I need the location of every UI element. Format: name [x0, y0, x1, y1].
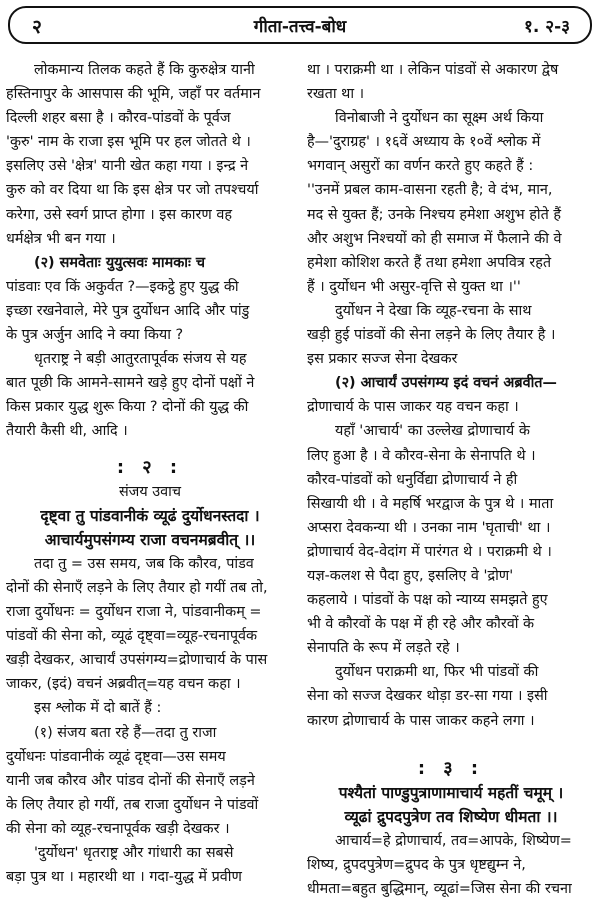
page-number: २ — [32, 16, 42, 38]
text-line: द्रोणाचार्य के पास जाकर यह वचन कहा । — [307, 399, 519, 416]
text-line: लोकमान्य तिलक कहते हैं कि कुरुक्षेत्र यानी — [34, 62, 255, 78]
text-line: भी वे कौरवों के पक्ष में ही रहे और कौरवों के — [307, 616, 535, 633]
text-line: कहलाये । पांडवों के पक्ष को न्याय्य समझते हुए — [307, 592, 548, 609]
text-line: के लिए तैयार हो गयीं, तब राजा दुर्योधन ने पांडवों — [6, 796, 259, 813]
sloka-line: दृष्ट्वा तु पांडवानीकं व्यूढं दुर्योधनस्तदा । — [40, 506, 260, 525]
text-line: रखता था । — [307, 86, 365, 103]
text-line: बड़ा पुत्र था । महारथी था । गदा-युद्ध में प्रवीण — [6, 869, 242, 886]
text-line: है—'दुराग्रह' । १६वें अध्याय के १०वें श्लोक में — [307, 134, 541, 151]
text-line: दुर्योधन पराक्रमी था, फिर भी पांडवों की — [335, 664, 539, 681]
text-line: कारण द्रोणाचार्य के पास जाकर कहने लगा । — [307, 712, 535, 729]
text-line: पांडवाः एव किं अकुर्वत ?—इकट्ठे हुए युद्ध की — [6, 278, 239, 295]
text-line: हस्तिनापुर के आसपास की भूमि, जहाँ पर वर्तमान — [6, 86, 261, 103]
sloka-line: पश्यैतां पाण्डुपुत्राणामाचार्य महतीं चमूम् । — [338, 783, 564, 802]
text-line: (२) आचार्यं उपसंगम्य इदं वचनं अब्रवीत— — [335, 375, 557, 392]
text-line: इच्छा रखनेवाले, मेरे पुत्र दुर्योधन आदि और पांडु — [6, 302, 250, 319]
text-line: तैयारी कैसी थी, आदि । — [6, 423, 128, 440]
text-line: तदा तु = उस समय, जब कि कौरव, पांडव — [34, 555, 254, 572]
text-line: 'दुर्योधन' धृतराष्ट्र और गांधारी का सबसे — [34, 845, 234, 861]
running-title: गीता-तत्त्व-बोध — [253, 17, 347, 37]
text-line: दुर्योधनः पांडवानीकं व्यूढं दृष्ट्वा—उस समय — [6, 748, 226, 765]
text-line: और अशुभ निश्चयों को ही समाज में फैलाने की वे — [307, 230, 562, 247]
text-line: यज्ञ-कलश से पैदा हुए, इसलिए वे 'द्रोण' — [307, 567, 514, 584]
section-number: : २ : — [116, 456, 184, 478]
text-line: धीमता=बहुत बुद्धिमान्, व्यूढां=जिस सेना की रचना — [307, 881, 572, 898]
text-line: खड़ी देखकर, आचार्यं उपसंगम्य=द्रोणाचार्य के पास — [6, 652, 268, 669]
text-line: (१) संजय बता रहे हैं—तदा तु राजा — [34, 724, 217, 741]
text-line: हमेशा कोशिश करते हैं तथा हमेशा अपवित्र रहते — [307, 254, 552, 271]
text-line: बात पूछी कि आमने-सामने खड़े हुए दोनों पक्षों ने — [6, 375, 255, 392]
text-line: जाकर, (इदं) वचनं अब्रवीत्=यह वचन कहा । — [6, 676, 241, 693]
verse-reference: १. २-३ — [524, 17, 570, 37]
text-line: दोनों की सेनाएँ लड़ने के लिए तैयार हो गयीं तब तो, — [6, 579, 268, 596]
text-line: हैं । दुर्योधन भी असुर-वृत्ति से युक्त था ।'' — [307, 278, 521, 295]
text-line: सेना को सज्ज देखकर थोड़ा डर-सा गया । इसी — [307, 688, 548, 705]
text-line: था । पराक्रमी था । लेकिन पांडवों से अकारण द्वेष — [307, 62, 559, 78]
text-line: यहाँ 'आचार्य' का उल्लेख द्रोणाचार्य के — [335, 423, 530, 440]
text-line: द्रोणाचार्य वेद-वेदांग में पारंगत थे । पराक्रमी थे । — [307, 543, 552, 560]
text-line: दिल्ली शहर बसा है । कौरव-पांडवों के पूर्वज — [6, 110, 231, 127]
text-line: शिष्य, द्रुपदपुत्रेण=द्रुपद के पुत्र धृष्टद्युम्न ने, — [307, 857, 526, 874]
text-line: कौरव-पांडवों को धनुर्विद्या द्रोणाचार्य ने ही — [307, 471, 518, 488]
text-line: इस प्रकार सज्ज सेना देखकर — [307, 351, 458, 368]
left-column — [6, 58, 294, 889]
text-line: सिखायी थी । वे महर्षि भरद्वाज के पुत्र थे । माता — [307, 495, 554, 512]
sloka-line: आचार्यमुपसंगम्य राजा वचनमब्रवीत् ।। — [44, 530, 256, 549]
text-line: मद से युक्त हैं; उनके निश्चय हमेशा अशुभ होते हैं — [307, 206, 562, 223]
text-line: किस प्रकार युद्ध शुरू किया ? दोनों की युद्ध की — [6, 399, 249, 416]
text-line: के पुत्र अर्जुन आदि ने क्या किया ? — [6, 327, 184, 344]
text-line: दुर्योधन ने देखा कि व्यूह-रचना के साथ — [335, 302, 532, 319]
text-line: 'कुरु' नाम के राजा इस भूमि पर हल जोतते थे । — [6, 134, 251, 151]
text-line: कुरु को वर दिया था कि इस क्षेत्र पर जो तपश्चर्या — [6, 182, 259, 199]
text-line: अप्सरा देवकन्या थी । उनका नाम 'घृताची' था । — [307, 519, 551, 536]
section-number: : ३ : — [417, 757, 485, 779]
text-line: धृतराष्ट्र ने बड़ी आतुरतापूर्वक संजय से यह — [34, 351, 247, 368]
text-line: सेनापति के रूप में लड़ते रहे । — [307, 640, 460, 657]
text-line: राजा दुर्योधनः = दुर्योधन राजा ने, पांडवानीकम् = — [6, 604, 262, 621]
text-line: खड़ी हुई पांडवों की सेना लड़ने के लिए तैयार है । — [307, 327, 556, 344]
text-line: इसलिए उसे 'क्षेत्र' यानी खेत कहा गया । इन्द्र ने — [6, 158, 249, 175]
text-line: (२) समवेताः युयुत्सवः मामकाः च — [34, 254, 206, 271]
text-line: यानी जब कौरव और पांडव दोनों की सेनाएँ लड़ने — [6, 772, 255, 789]
text-line: की सेना को व्यूह-रचनापूर्वक खड़ी देखकर । — [6, 820, 230, 837]
text-line: भगवान् असुरों का वर्णन करते हुए कहते हैं : — [307, 158, 534, 175]
text-line: पांडवों की सेना को, व्यूढं दृष्ट्वा=व्यूह-रचनापूर्वक — [6, 628, 258, 645]
text-line: ''उनमें प्रबल काम-वासना रहती है; वे दंभ, मान, — [307, 182, 553, 199]
text-line: लिए हुआ है । वे कौरव-सेना के सेनापति थे । — [307, 447, 536, 464]
text-line: इस श्लोक में दो बातें हैं : — [34, 700, 162, 717]
right-column — [307, 58, 595, 901]
page-header — [8, 6, 592, 44]
text-line: धर्मक्षेत्र भी बन गया । — [6, 230, 116, 247]
text-line: आचार्य=हे द्रोणाचार्य, तव=आपके, शिष्येण= — [335, 833, 572, 849]
text-line: करेगा, उसे स्वर्ग प्राप्त होगा । इस कारण वह — [6, 206, 232, 223]
speaker-heading: संजय उवाच — [118, 483, 182, 500]
sloka-line: व्यूढां द्रुपदपुत्रेण तव शिष्येण धीमता ।। — [344, 807, 558, 826]
text-line: विनोबाजी ने दुर्योधन का सूक्ष्म अर्थ किया — [335, 110, 544, 127]
